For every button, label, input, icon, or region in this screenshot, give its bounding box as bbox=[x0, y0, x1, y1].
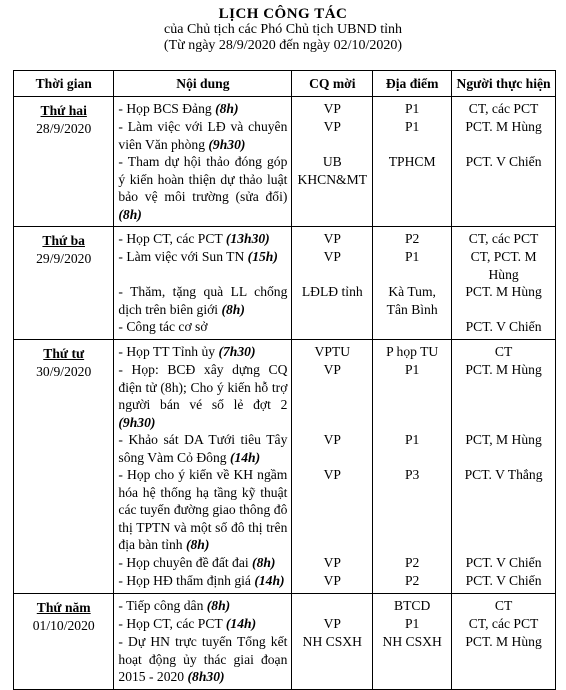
agenda-text: - Dự HN trực tuyến Tổng kết hoạt động ủy thác giai đoạn 2015 - 2020 bbox=[118, 634, 288, 684]
agenda-item bbox=[118, 100, 287, 118]
inviter-value: VP bbox=[323, 616, 341, 631]
column-header-inviter: CQ mời bbox=[292, 71, 373, 97]
executor-value: PCT. V Chiến bbox=[465, 573, 542, 588]
location-value: NH CSXH bbox=[382, 634, 442, 649]
day-row bbox=[14, 340, 556, 594]
inviter-value: VP bbox=[323, 362, 341, 377]
column-header-executor: Người thực hiện bbox=[452, 71, 556, 97]
location-value: P2 bbox=[404, 573, 420, 588]
agenda-item bbox=[118, 572, 287, 590]
inviter-value: VP bbox=[323, 467, 341, 482]
location-value: P1 bbox=[404, 362, 420, 377]
day-row bbox=[14, 594, 556, 690]
inviter-value: VPTU bbox=[314, 344, 351, 359]
executor-cell bbox=[452, 340, 556, 594]
location-value: P2 bbox=[404, 231, 420, 246]
inviter-value: VP bbox=[323, 119, 341, 134]
location-value: P1 bbox=[404, 119, 420, 134]
day-cell bbox=[14, 594, 114, 690]
location-value: Kà Tum, Tân Bình bbox=[386, 284, 438, 317]
day-cell bbox=[14, 97, 114, 227]
content-cell bbox=[114, 97, 292, 227]
agenda-time: (8h) bbox=[252, 555, 276, 570]
agenda-time: (8h30) bbox=[187, 669, 225, 684]
agenda-item bbox=[118, 361, 287, 431]
executor-value: PCT. V Chiến bbox=[465, 319, 542, 334]
day-date: 30/9/2020 bbox=[36, 363, 92, 379]
document-header bbox=[0, 0, 566, 54]
agenda-time: (8h) bbox=[215, 101, 239, 116]
location-cell bbox=[373, 227, 452, 340]
executor-value: CT, các PCT bbox=[468, 231, 539, 246]
agenda-text: - Họp TT Tỉnh ủy bbox=[118, 344, 219, 359]
agenda-item bbox=[118, 153, 287, 223]
location-value: TPHCM bbox=[388, 154, 436, 169]
agenda-text: - Họp BCS Đảng bbox=[118, 101, 216, 116]
day-name: Thứ năm bbox=[36, 600, 91, 615]
document-subtitle: của Chủ tịch các Phó Chủ tịch UBND tỉnh bbox=[164, 22, 402, 37]
agenda-text: - Tiếp công dân bbox=[118, 598, 207, 613]
executor-cell bbox=[452, 594, 556, 690]
executor-value: PCT. V Chiến bbox=[465, 555, 542, 570]
agenda-item bbox=[118, 343, 287, 361]
location-value: P1 bbox=[404, 432, 420, 447]
inviter-value: NH CSXH bbox=[302, 634, 362, 649]
agenda-time: (9h30) bbox=[118, 414, 156, 430]
inviter-cell bbox=[292, 97, 373, 227]
header-row bbox=[14, 71, 556, 97]
day-date: 29/9/2020 bbox=[36, 250, 92, 266]
location-value: P họp TU bbox=[386, 344, 439, 359]
inviter-value: VP bbox=[323, 573, 341, 588]
location-cell bbox=[373, 340, 452, 594]
agenda-text: - Tham dự hội thảo đóng góp ý kiến hoàn thiện dự thảo luật bảo vệ môi trường (sửa đổi) bbox=[118, 154, 288, 204]
location-value: P1 bbox=[404, 101, 420, 116]
content-cell bbox=[114, 594, 292, 690]
agenda-time: (15h) bbox=[247, 249, 278, 264]
agenda-time: (8h) bbox=[206, 598, 231, 613]
location-cell bbox=[373, 594, 452, 690]
day-name: Thứ tư bbox=[43, 346, 85, 361]
executor-value: PCT. V Chiến bbox=[465, 154, 542, 169]
inviter-value bbox=[296, 597, 368, 615]
agenda-text: - Công tác cơ sở bbox=[118, 319, 208, 334]
agenda-item bbox=[118, 283, 287, 318]
executor-value: PCT. M Hùng bbox=[465, 284, 542, 299]
content-cell bbox=[114, 227, 292, 340]
agenda-time: (8h) bbox=[221, 301, 245, 317]
agenda-time: (13h30) bbox=[225, 231, 270, 246]
inviter-value: VP bbox=[323, 249, 341, 264]
content-cell bbox=[114, 340, 292, 594]
day-cell bbox=[14, 227, 114, 340]
agenda-item bbox=[118, 554, 287, 572]
executor-value: CT, PCT. M Hùng bbox=[470, 249, 537, 282]
schedule-table bbox=[13, 70, 556, 690]
location-value: P2 bbox=[404, 555, 420, 570]
inviter-value: VP bbox=[323, 432, 341, 447]
inviter-value: VP bbox=[323, 555, 341, 570]
document-title: LỊCH CÔNG TÁC bbox=[218, 6, 348, 22]
agenda-text: - Họp chuyên đề đất đai bbox=[118, 555, 253, 570]
agenda-text: - Họp HĐ thẩm định giá bbox=[118, 573, 255, 588]
agenda-time: (14h) bbox=[254, 573, 285, 588]
inviter-cell bbox=[292, 340, 373, 594]
executor-value: CT, các PCT bbox=[468, 101, 539, 116]
agenda-text: - Khảo sát DA Tưới tiêu Tây sông Vàm Cỏ Đông bbox=[118, 432, 288, 465]
executor-value: CT bbox=[494, 344, 513, 359]
agenda-item bbox=[118, 633, 287, 686]
executor-value: PCT. M Hùng bbox=[465, 634, 542, 649]
location-value bbox=[377, 318, 447, 336]
location-value: BTCD bbox=[394, 598, 431, 613]
location-value: P1 bbox=[404, 616, 420, 631]
agenda-item bbox=[118, 466, 287, 554]
agenda-text: - Họp cho ý kiến về KH ngầm hóa hệ thống hạ tầng kỹ thuật các tuyến đường giao thông đô thị TPTN và một số đô thị trên địa bàn tỉnh bbox=[118, 467, 288, 552]
inviter-cell bbox=[292, 227, 373, 340]
agenda-text: - Làm việc với LĐ và chuyên viên Văn phòng bbox=[118, 119, 288, 152]
inviter-cell bbox=[292, 594, 373, 690]
column-header-content: Nội dung bbox=[114, 71, 292, 97]
inviter-value: LĐLĐ tỉnh bbox=[301, 284, 363, 299]
day-date: 28/9/2020 bbox=[36, 120, 92, 136]
inviter-value: VP bbox=[323, 101, 341, 116]
date-range: (Từ ngày 28/9/2020 đến ngày 02/10/2020) bbox=[163, 38, 403, 53]
executor-cell bbox=[452, 97, 556, 227]
day-row bbox=[14, 97, 556, 227]
agenda-time: (14h) bbox=[225, 616, 257, 631]
column-header-location: Địa điểm bbox=[373, 71, 452, 97]
inviter-value: VP bbox=[323, 231, 341, 246]
agenda-text: - Họp CT, các PCT bbox=[118, 231, 226, 246]
agenda-time: (7h30) bbox=[218, 344, 256, 359]
day-cell bbox=[14, 340, 114, 594]
inviter-value bbox=[296, 318, 368, 336]
day-name: Thứ ba bbox=[42, 233, 85, 248]
agenda-text: - Họp: BCĐ xây dựng CQ điện tử (8h); Cho ý kiến hỗ trợ người bán vé số lẻ đợt 2 bbox=[118, 362, 288, 412]
agenda-item bbox=[118, 615, 287, 633]
agenda-time: (14h) bbox=[229, 449, 261, 465]
day-name: Thứ hai bbox=[40, 103, 87, 118]
agenda-item bbox=[118, 431, 287, 466]
agenda-time: (8h) bbox=[118, 206, 142, 222]
executor-value: PCT. V Thắng bbox=[464, 467, 543, 482]
location-value: P1 bbox=[404, 249, 420, 264]
location-cell bbox=[373, 97, 452, 227]
executor-value: PCT, M Hùng bbox=[465, 432, 542, 447]
executor-cell bbox=[452, 227, 556, 340]
agenda-item bbox=[118, 118, 287, 153]
agenda-item bbox=[118, 230, 287, 248]
agenda-text: - Thăm, tặng quà LL chống dịch trên biên giới bbox=[118, 284, 288, 317]
executor-value: CT, các PCT bbox=[468, 616, 539, 631]
location-value: P3 bbox=[404, 467, 420, 482]
agenda-time: (9h30) bbox=[208, 136, 246, 152]
agenda-time: (8h) bbox=[185, 537, 210, 552]
executor-value: CT bbox=[494, 598, 513, 613]
day-date: 01/10/2020 bbox=[32, 617, 95, 633]
agenda-text: - Làm việc với Sun TN bbox=[118, 249, 248, 264]
executor-value: PCT. M Hùng bbox=[465, 119, 542, 134]
executor-value: PCT. M Hùng bbox=[465, 362, 542, 377]
agenda-item bbox=[118, 248, 287, 283]
column-header-time: Thời gian bbox=[14, 71, 114, 97]
day-row bbox=[14, 227, 556, 340]
inviter-value: UB KHCN&MT bbox=[297, 154, 368, 187]
agenda-text: - Họp CT, các PCT bbox=[118, 616, 226, 631]
agenda-item bbox=[118, 318, 287, 336]
agenda-item bbox=[118, 597, 287, 615]
